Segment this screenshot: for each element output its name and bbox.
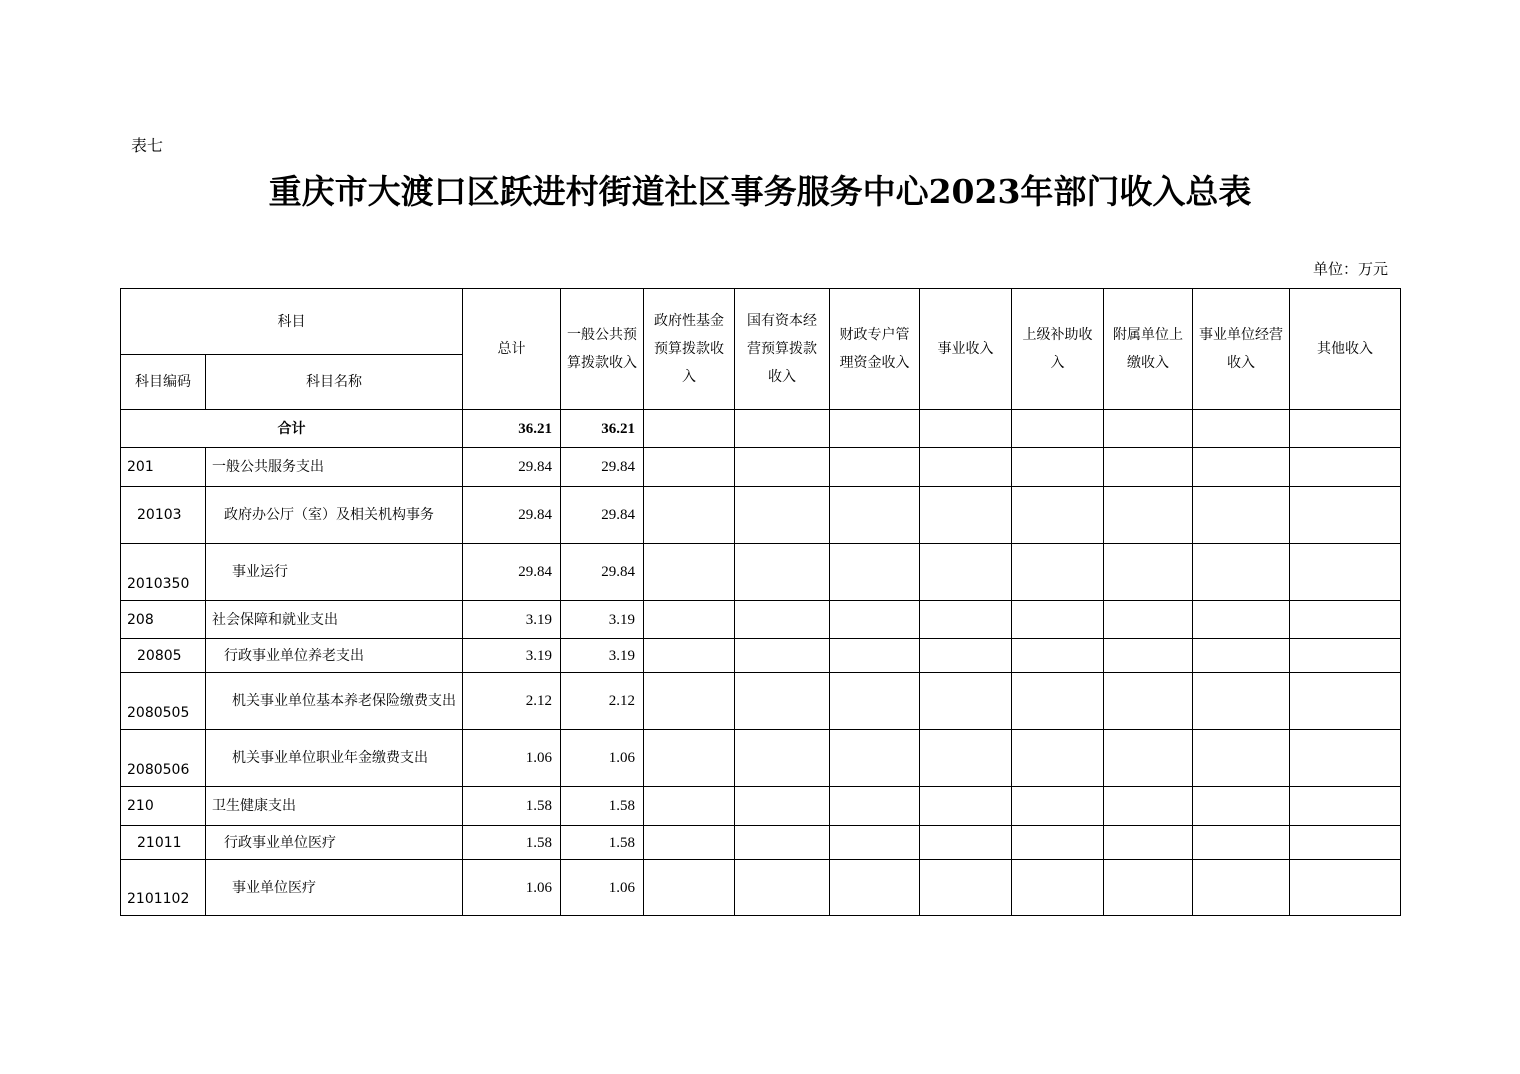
empty-cell: [1104, 787, 1193, 826]
row-code: 2080506: [121, 730, 206, 787]
empty-cell: [735, 544, 830, 601]
empty-cell: [1104, 673, 1193, 730]
empty-cell: [1290, 487, 1401, 544]
table-row: [121, 601, 1401, 639]
empty-cell: [1290, 860, 1401, 916]
empty-cell: [1104, 826, 1193, 860]
header-total: 总计: [463, 289, 561, 410]
row-name: 机关事业单位职业年金缴费支出: [206, 730, 463, 787]
row-name: 政府办公厅（室）及相关机构事务: [206, 487, 463, 544]
empty-cell: [1104, 730, 1193, 787]
header-code: 科目编码: [121, 355, 206, 410]
empty-cell: [735, 639, 830, 673]
table-row: [121, 448, 1401, 487]
header-superior-subsidy: 上级补助收入: [1012, 289, 1104, 410]
row-name: 事业运行: [206, 544, 463, 601]
row-code: 208: [121, 601, 206, 639]
empty-cell: [1193, 448, 1290, 487]
row-name: 行政事业单位医疗: [206, 826, 463, 860]
header-gov-fund: 政府性基金预算拨款收入: [644, 289, 735, 410]
empty-cell: [1193, 787, 1290, 826]
total-value: 36.21: [463, 410, 561, 448]
empty-cell: [644, 544, 735, 601]
empty-cell: [920, 730, 1012, 787]
empty-cell: [830, 730, 920, 787]
table-label: 表七: [131, 136, 164, 155]
table-row: [121, 673, 1401, 730]
empty-cell: [1290, 544, 1401, 601]
empty-cell: [920, 673, 1012, 730]
empty-cell: [920, 601, 1012, 639]
empty-cell: [1290, 601, 1401, 639]
row-code: 201: [121, 448, 206, 487]
empty-cell: [1290, 787, 1401, 826]
header-special-fund: 财政专户管理资金收入: [830, 289, 920, 410]
empty-cell: [1193, 601, 1290, 639]
empty-cell: [920, 487, 1012, 544]
row-name: 社会保障和就业支出: [206, 601, 463, 639]
row-general: 2.12: [561, 673, 644, 730]
empty-cell: [1193, 673, 1290, 730]
empty-cell: [1104, 448, 1193, 487]
table-row: [121, 860, 1401, 916]
row-general: 29.84: [561, 448, 644, 487]
total-label: 合计: [121, 410, 463, 448]
row-code: 20103: [121, 487, 206, 544]
row-general: 1.58: [561, 826, 644, 860]
empty-cell: [735, 787, 830, 826]
table-row: [121, 826, 1401, 860]
empty-cell: [830, 544, 920, 601]
row-code: 21011: [121, 826, 206, 860]
row-total: 1.06: [463, 860, 561, 916]
empty-cell: [830, 601, 920, 639]
empty-cell: [1012, 487, 1104, 544]
empty-cell: [920, 826, 1012, 860]
empty-cell: [830, 860, 920, 916]
empty-cell: [644, 601, 735, 639]
empty-cell: [1104, 544, 1193, 601]
row-code: 20805: [121, 639, 206, 673]
row-general: 29.84: [561, 544, 644, 601]
table-row: [121, 787, 1401, 826]
empty-cell: [644, 787, 735, 826]
header-subject: 科目: [121, 289, 463, 355]
empty-cell: [1290, 639, 1401, 673]
row-general: 1.06: [561, 730, 644, 787]
row-code: 210: [121, 787, 206, 826]
empty-cell: [1012, 673, 1104, 730]
empty-cell: [1012, 639, 1104, 673]
row-total: 29.84: [463, 448, 561, 487]
empty-cell: [1012, 544, 1104, 601]
empty-cell: [644, 673, 735, 730]
row-total: 3.19: [463, 639, 561, 673]
row-total: 29.84: [463, 487, 561, 544]
empty-cell: [735, 826, 830, 860]
row-total: 1.58: [463, 787, 561, 826]
row-code: 2080505: [121, 673, 206, 730]
empty-cell: [735, 448, 830, 487]
empty-cell: [735, 673, 830, 730]
empty-cell: [1104, 487, 1193, 544]
row-general: 29.84: [561, 487, 644, 544]
empty-cell: [644, 730, 735, 787]
empty-cell: [644, 639, 735, 673]
empty-cell: [1104, 639, 1193, 673]
empty-cell: [830, 487, 920, 544]
empty-cell: [735, 487, 830, 544]
row-general: 3.19: [561, 639, 644, 673]
empty-cell: [1193, 860, 1290, 916]
empty-cell: [735, 730, 830, 787]
empty-cell: [1290, 730, 1401, 787]
row-general: 3.19: [561, 601, 644, 639]
empty-cell: [920, 787, 1012, 826]
empty-cell: [644, 487, 735, 544]
empty-cell: [920, 860, 1012, 916]
empty-cell: [644, 448, 735, 487]
header-operating: 事业单位经营收入: [1193, 289, 1290, 410]
empty-cell: [1012, 601, 1104, 639]
row-code: 2101102: [121, 860, 206, 916]
row-name: 事业单位医疗: [206, 860, 463, 916]
empty-cell: [1012, 860, 1104, 916]
header-state-capital: 国有资本经营预算拨款收入: [735, 289, 830, 410]
empty-cell: [1104, 860, 1193, 916]
empty-cell: [920, 448, 1012, 487]
empty-cell: [1193, 487, 1290, 544]
header-general-budget: 一般公共预算拨款收入: [561, 289, 644, 410]
empty-cell: [920, 544, 1012, 601]
row-general: 1.06: [561, 860, 644, 916]
header-other: 其他收入: [1290, 289, 1401, 410]
empty-cell: [830, 826, 920, 860]
header-affiliated: 附属单位上缴收入: [1104, 289, 1193, 410]
row-total: 29.84: [463, 544, 561, 601]
empty-cell: [830, 787, 920, 826]
empty-cell: [1012, 448, 1104, 487]
empty-cell: [830, 448, 920, 487]
header-name: 科目名称: [206, 355, 463, 410]
row-total: 2.12: [463, 673, 561, 730]
income-table: [120, 288, 1401, 916]
empty-cell: [1193, 639, 1290, 673]
row-name: 机关事业单位基本养老保险缴费支出: [206, 673, 463, 730]
row-total: 1.58: [463, 826, 561, 860]
total-row: [121, 410, 1401, 448]
row-name: 一般公共服务支出: [206, 448, 463, 487]
empty-cell: [735, 601, 830, 639]
empty-cell: [920, 639, 1012, 673]
header-business-income: 事业收入: [920, 289, 1012, 410]
empty-cell: [1193, 544, 1290, 601]
empty-cell: [1193, 826, 1290, 860]
empty-cell: [1290, 826, 1401, 860]
table-row: [121, 544, 1401, 601]
page-title: 重庆市大渡口区跃进村街道社区事务服务中心2023年部门收入总表: [268, 172, 1252, 211]
table-row: [121, 487, 1401, 544]
table-row: [121, 730, 1401, 787]
row-general: 1.58: [561, 787, 644, 826]
empty-cell: [1104, 601, 1193, 639]
unit-label: 单位：万元: [1312, 260, 1388, 278]
table-row: [121, 639, 1401, 673]
row-total: 3.19: [463, 601, 561, 639]
empty-cell: [644, 826, 735, 860]
empty-cell: [1290, 448, 1401, 487]
row-code: 2010350: [121, 544, 206, 601]
empty-cell: [830, 639, 920, 673]
general-value: 36.21: [561, 410, 644, 448]
empty-cell: [1012, 826, 1104, 860]
empty-cell: [644, 860, 735, 916]
empty-cell: [735, 860, 830, 916]
empty-cell: [1193, 730, 1290, 787]
empty-cell: [1012, 787, 1104, 826]
empty-cell: [1290, 673, 1401, 730]
row-name: 卫生健康支出: [206, 787, 463, 826]
empty-cell: [830, 673, 920, 730]
row-total: 1.06: [463, 730, 561, 787]
empty-cell: [1012, 730, 1104, 787]
row-name: 行政事业单位养老支出: [206, 639, 463, 673]
